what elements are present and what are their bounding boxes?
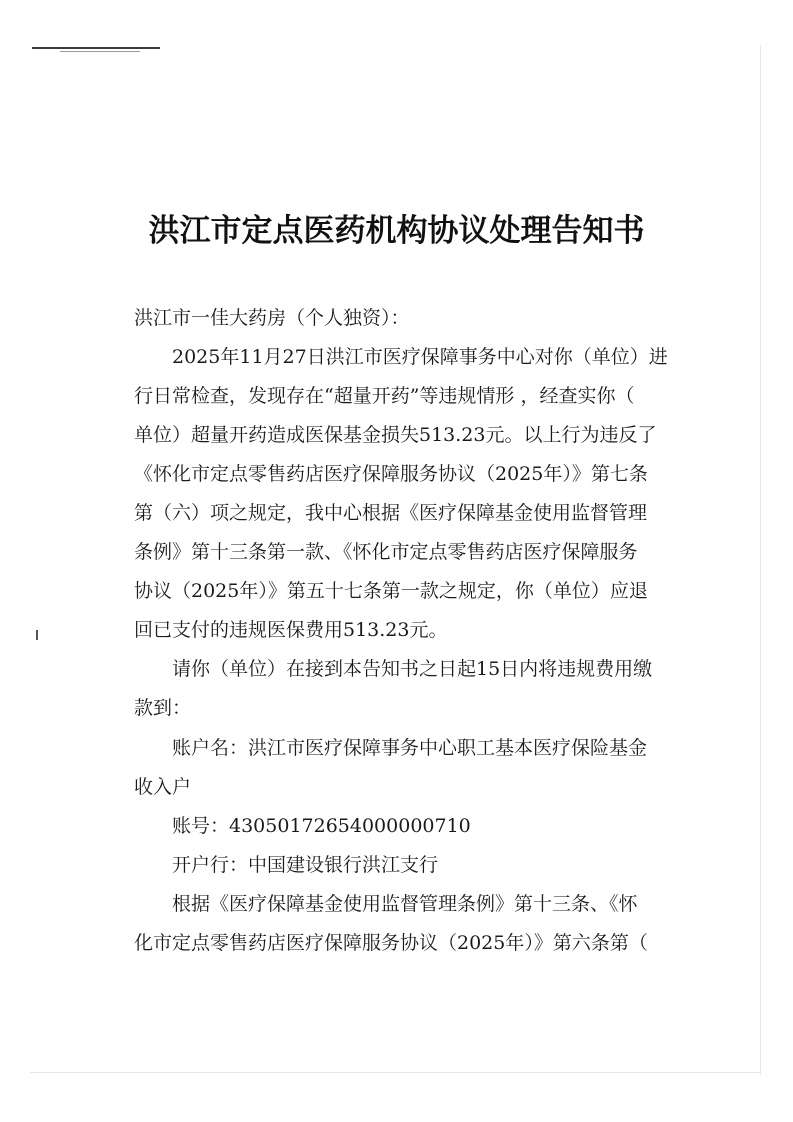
document-title: 洪江市定点医药机构协议处理告知书 (148, 213, 645, 249)
body-line: 单位）超量开药造成医保基金损失513.23元。以上行为违反了 (134, 424, 657, 446)
body-line: 协议（2025年）》第五十七条第一款之规定，你（单位）应退 (134, 580, 648, 602)
body-line: 请你（单位）在接到本告知书之日起15日内将违规费用缴 (172, 658, 653, 680)
account-name-line: 收入户 (134, 776, 192, 798)
body-line: 条例》第十三条第一款、《怀化市定点零售药店医疗保障服务 (134, 541, 638, 563)
account-number-line: 账号：43050172654000000710 (172, 815, 471, 837)
scan-page-edge-bottom (30, 1072, 760, 1073)
body-line: 根据《医疗保障基金使用监督管理条例》第十三条、《怀 (172, 893, 638, 915)
scan-artifact-margin-tick (36, 630, 38, 640)
scan-page-edge-right (760, 45, 761, 1075)
body-line: 化市定点零售药店医疗保障服务协议（2025年）》第六条第（ (134, 932, 648, 954)
body-line: 行日常检查，发现存在“超量开药”等违规情形 ，经查实你（ (134, 385, 635, 407)
body-line: 第（六）项之规定，我中心根据《医疗保障基金使用监督管理 (134, 502, 648, 524)
scan-artifact-top-line-faint (60, 51, 140, 52)
body-line: 款到： (134, 697, 192, 719)
body-line: 《怀化市定点零售药店医疗保障服务协议（2025年）》第七条 (134, 463, 648, 485)
body-line: 2025年11月27日洪江市医疗保障事务中心对你（单位）进 (172, 346, 668, 368)
scan-artifact-top-line (32, 47, 160, 49)
body-line: 回已支付的违规医保费用513.23元。 (134, 619, 448, 641)
bank-line: 开户行：中国建设银行洪江支行 (172, 854, 439, 876)
addressee-line: 洪江市一佳大药房（个人独资）： (134, 307, 410, 329)
account-name-line: 账户名：洪江市医疗保障事务中心职工基本医疗保险基金 (172, 737, 648, 759)
